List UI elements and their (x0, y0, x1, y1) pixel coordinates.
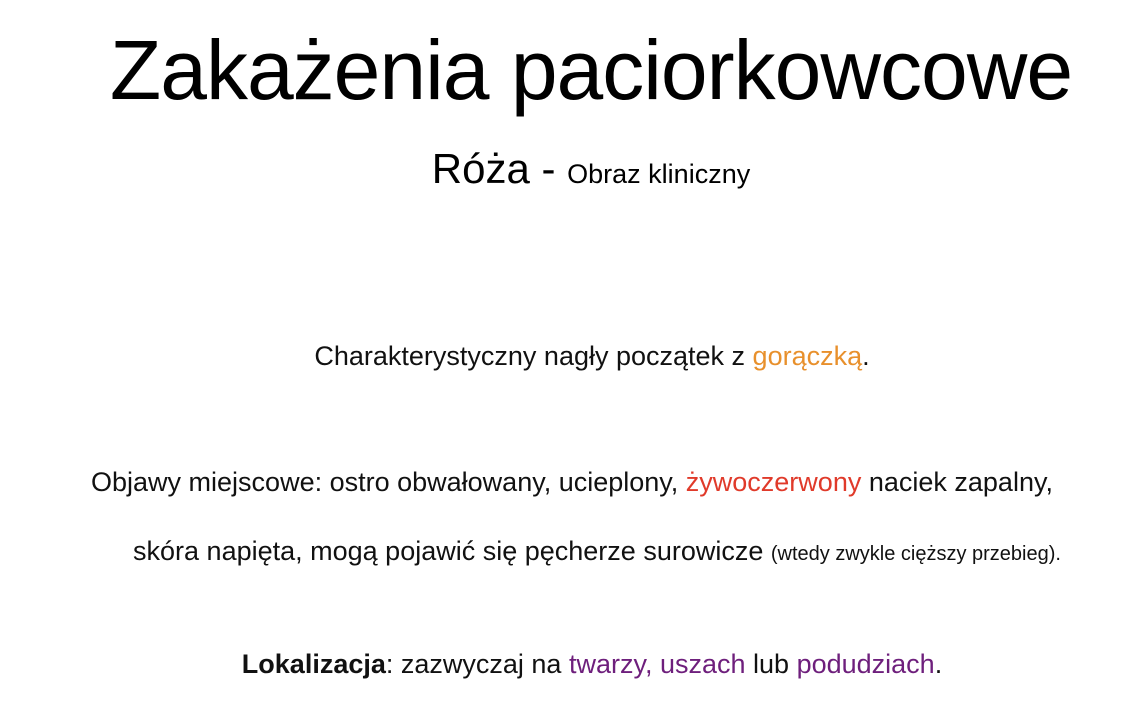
onset-line (0, 340, 1134, 372)
location-label: Lokalizacja (241, 649, 386, 679)
skin-line (0, 535, 1134, 570)
skin-text: skóra napięta, mogą pojawić się pęcherze surowicze (133, 536, 771, 566)
location-line (0, 648, 1134, 680)
slide-title: Zakażenia paciorkowcowe (109, 23, 1073, 117)
location-or: lub (745, 649, 797, 679)
onset-text: Charakterystyczny nagły początek z (314, 341, 753, 371)
location-text: : zazwyczaj na (385, 649, 569, 679)
face-ears-highlight: twarzy, uszach (568, 649, 746, 679)
bright-red-highlight: żywoczerwony (685, 467, 862, 497)
local-symptoms-end: naciek zapalny, (861, 467, 1053, 497)
subtitle-main: Róża - (431, 145, 568, 192)
location-period: . (934, 649, 943, 679)
severity-note: (wtedy zwykle cięższy przebieg). (770, 543, 1061, 565)
shins-highlight: podudziach (796, 649, 935, 679)
fever-highlight: gorączką (752, 341, 863, 371)
local-symptoms-text: Objawy miejscowe: ostro obwałowany, ucieplony, (91, 467, 686, 497)
onset-period: . (862, 341, 870, 371)
subtitle-small: Obraz kliniczny (567, 159, 751, 189)
local-symptoms-line (0, 466, 1134, 498)
slide-subtitle (0, 145, 1134, 193)
